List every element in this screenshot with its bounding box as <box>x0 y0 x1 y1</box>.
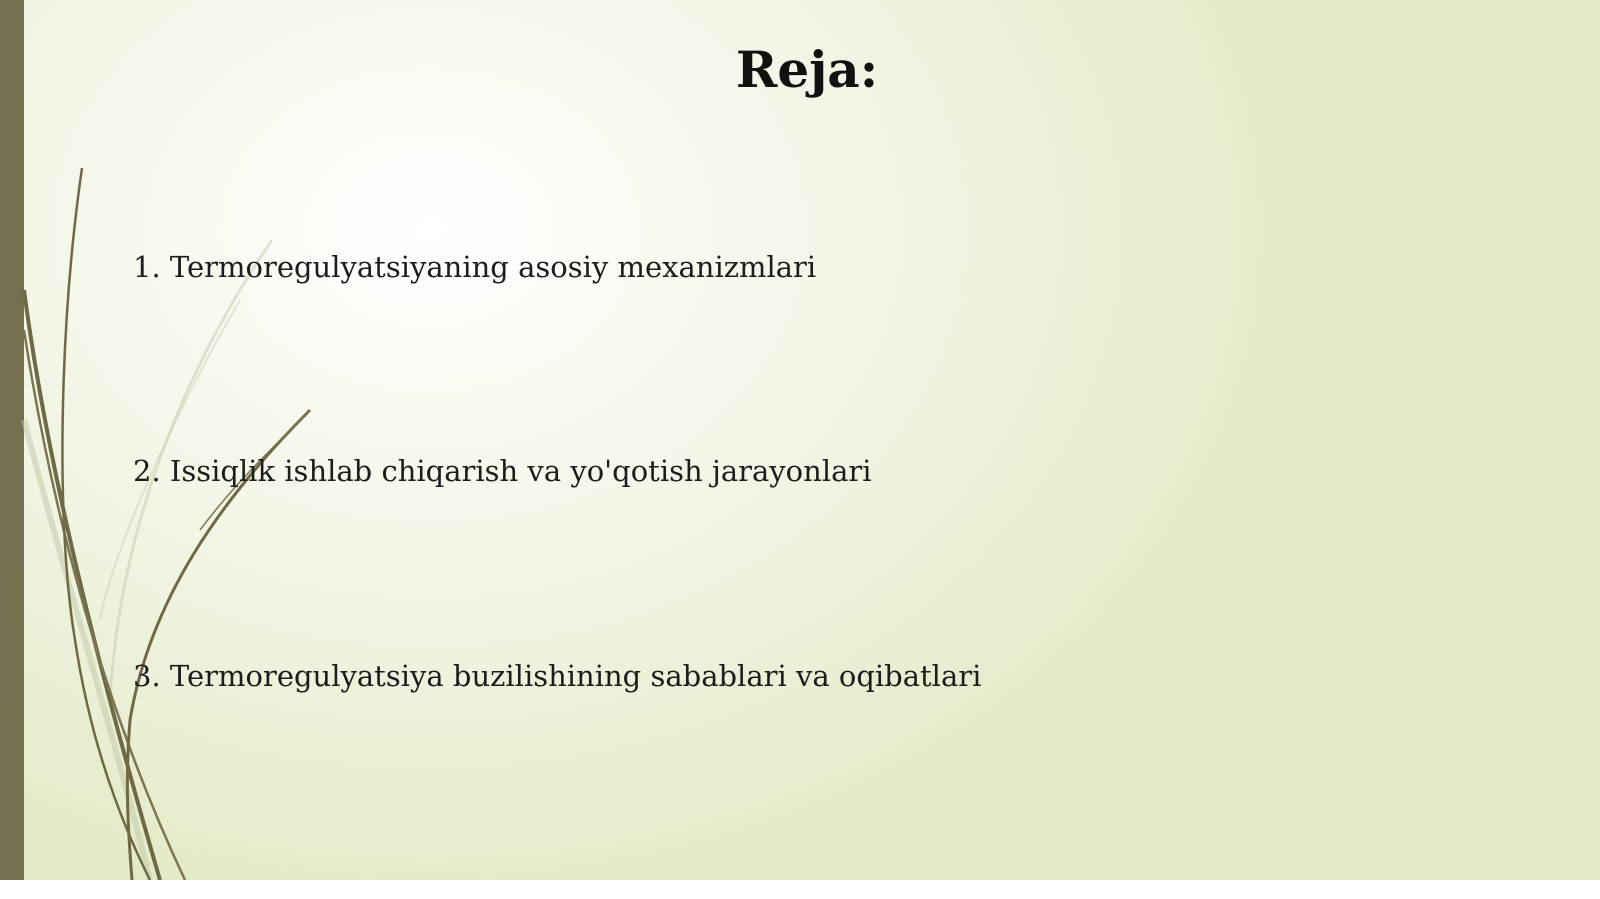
plan-item-3: 3. Termoregulyatsiya buzilishining sabablari va oqibatlari <box>133 659 982 693</box>
slide-title: Reja: <box>735 40 879 99</box>
grass-blade-faint-2 <box>24 420 150 880</box>
bottom-strip <box>0 880 1600 899</box>
grass-blade-2 <box>24 330 185 880</box>
plan-item-1: 1. Termoregulyatsiyaning asosiy mexanizmlari <box>133 250 817 284</box>
grass-blade-1 <box>24 290 160 880</box>
plan-item-2: 2. Issiqlik ishlab chiqarish va yo'qotish jarayonlari <box>133 454 872 488</box>
